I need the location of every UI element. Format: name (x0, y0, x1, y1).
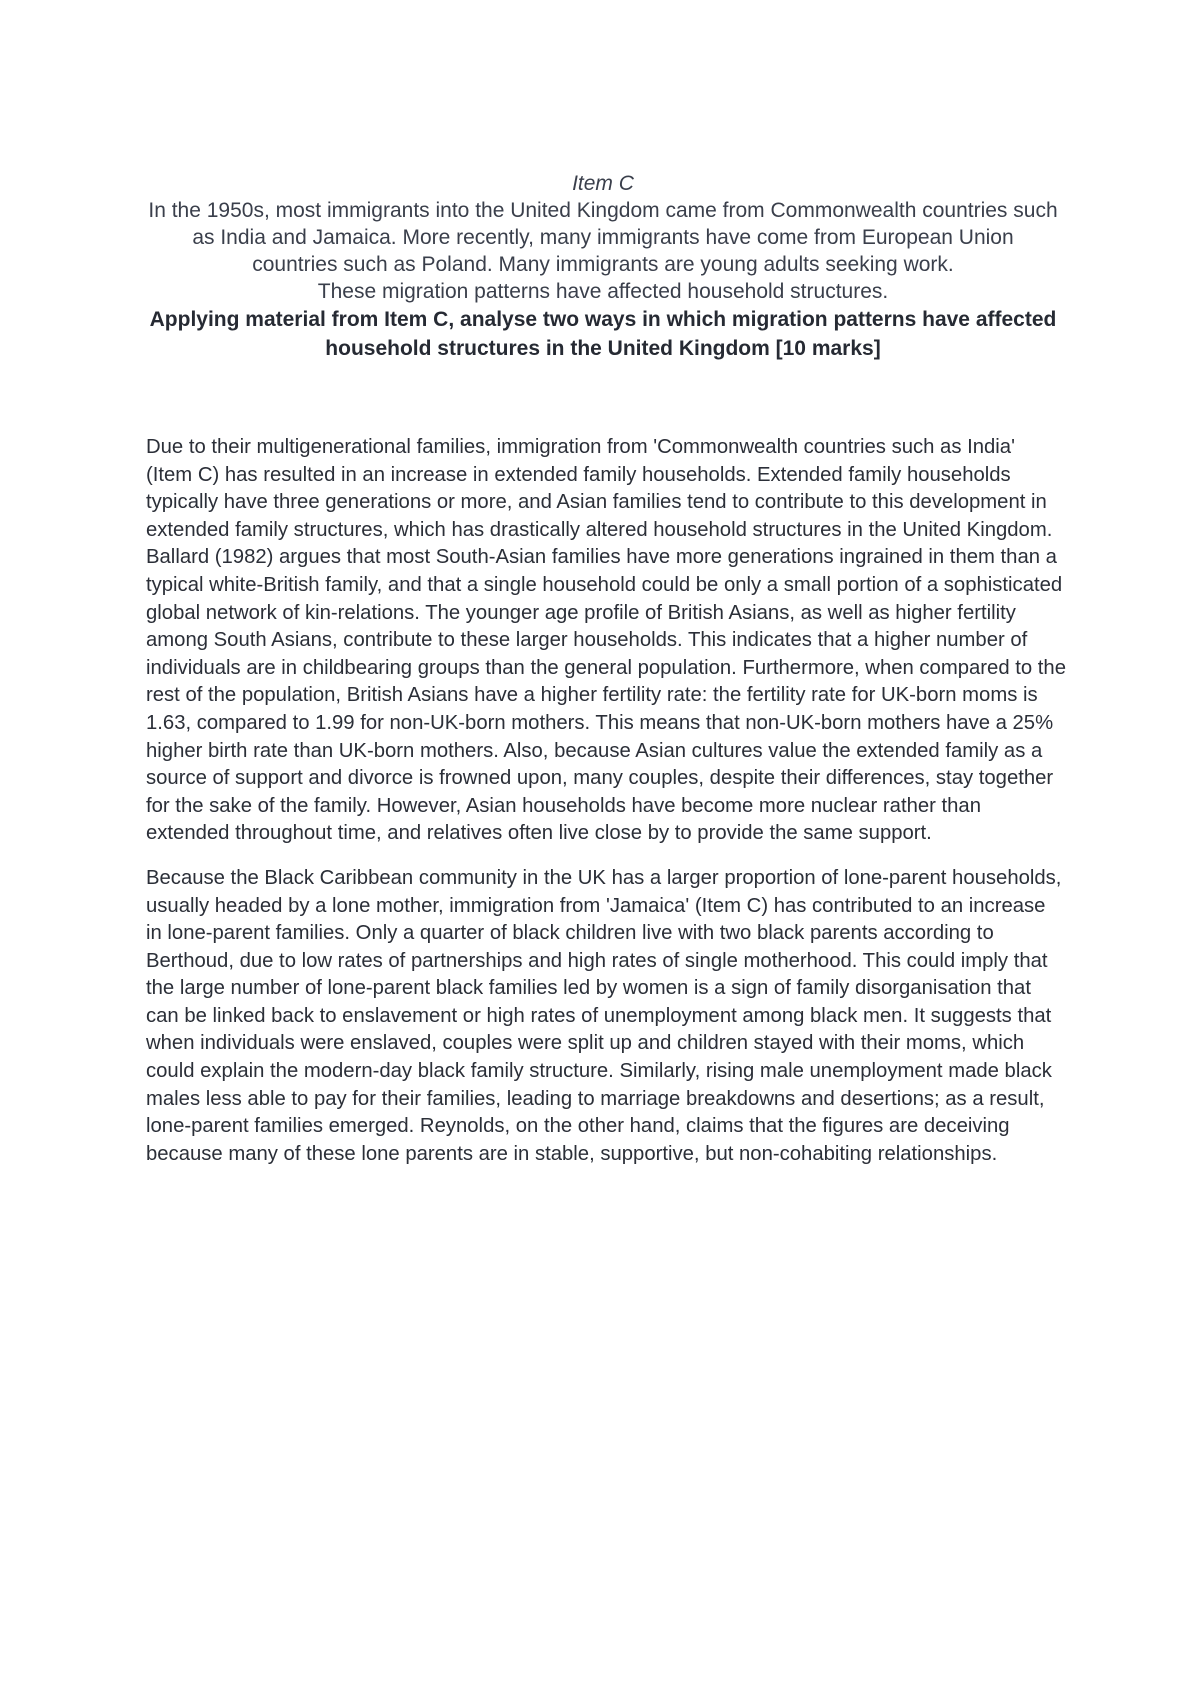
answer-paragraph: Because the Black Caribbean community in the UK has a larger proportion of lone-parent households, usually headed by a lone mother, immigration from 'Jamaica' (Item C) has contributed to an increase in lone-parent families. Only a quarter of black children live with two black parents according to Berthoud, due to low rates of partnerships and high rates of single motherhood. This could imply that the large number of lone-parent black families led by women is a sign of family disorganisation that can be linked back to enslavement or high rates of unemployment among black men. It suggests that when individuals were enslaved, couples were split up and children stayed with their moms, which could explain the modern-day black family structure. Similarly, rising male unemployment made black males less able to pay for their families, leading to marriage breakdowns and desertions; as a result, lone-parent families emerged. Reynolds, on the other hand, claims that the figures are deceiving because many of these lone parents are in stable, supportive, but non-cohabiting relationships. (146, 866, 1062, 1165)
item-summary: These migration patterns have affected household structures. (317, 280, 889, 303)
exam-question: Applying material from Item C, analyse two ways in which migration patterns have affected household structures in the United Kingdom [10 marks] (149, 308, 1057, 360)
item-paragraph: In the 1950s, most immigrants into the United Kingdom came from Commonwealth countries such as India and Jamaica. More recently, many immigrants have come from European Union countries such as Poland. Many immigrants are young adults seeking work. (148, 199, 1058, 276)
item-title: Item C (572, 172, 634, 195)
item-c-source (148, 170, 1058, 363)
answer-paragraph: Due to their multigenerational families, immigration from 'Commonwealth countries such as India' (Item C) has resulted in an increase in extended family households. Extended family households typically have three generations or more, and Asian families tend to contribute to this development in extended family structures, which has drastically altered household structures in the United Kingdom. Ballard (1982) argues that most South-Asian families have more generations ingrained in them than a typical white-British family, and that a single household could be only a small portion of a sophisticated global network of kin-relations. The younger age profile of British Asians, as well as higher fertility among South Asians, contribute to these larger households. This indicates that a higher number of individuals are in childbearing groups than the general population. Furthermore, when compared to the rest of the population, British Asians have a higher fertility rate: the fertility rate for UK-born moms is 1.63, compared to 1.99 for non-UK-born mothers. This means that non-UK-born mothers have a 25% higher birth rate than UK-born mothers. Also, because Asian cultures value the extended family as a source of support and divorce is frowned upon, many couples, despite their differences, stay together for the sake of the family. However, Asian households have become more nuclear rather than extended throughout time, and relatives often live close by to provide the same support. (146, 436, 1066, 845)
answer-body (146, 434, 1066, 1185)
